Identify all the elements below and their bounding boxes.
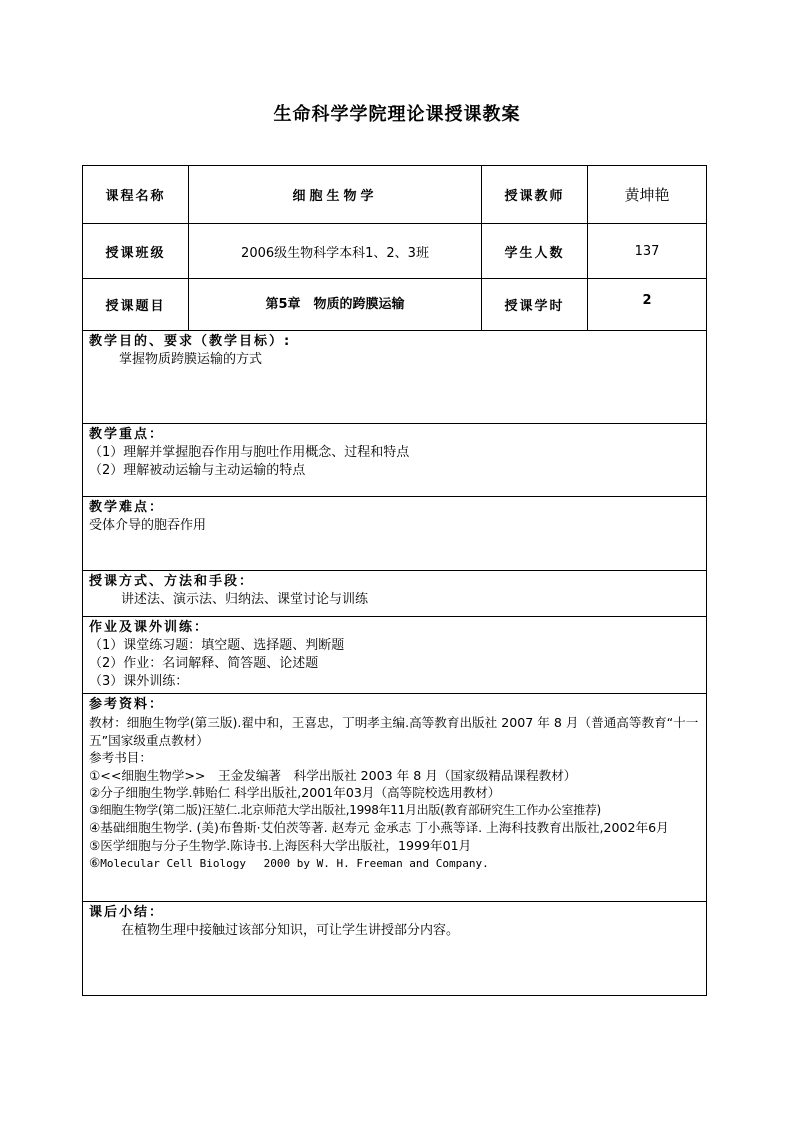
hours-value: 2 bbox=[588, 279, 707, 331]
difficulties-heading: 教学难点： bbox=[89, 500, 165, 515]
key-point-item: （2）理解被动运输与主动运输的特点 bbox=[89, 463, 306, 478]
reference-books-label: 参考书目： bbox=[89, 750, 152, 765]
methods-line: 讲述法、演示法、归纳法、课堂讨论与训练 bbox=[121, 592, 369, 607]
objectives-heading: 教学目的、要求（教学目标）: bbox=[89, 334, 292, 349]
row-methods bbox=[83, 571, 707, 617]
class-value: 2006级生物科学本科1、2、3班 bbox=[189, 224, 482, 279]
homework-heading: 作业及课外训练： bbox=[89, 620, 210, 635]
teacher-value: 黄坤艳 bbox=[588, 166, 707, 224]
objectives-line: 掌握物质跨膜运输的方式 bbox=[119, 352, 263, 367]
row-key-points bbox=[83, 424, 707, 497]
row-course-name bbox=[83, 166, 707, 224]
row-objectives bbox=[83, 331, 707, 424]
row-summary bbox=[83, 902, 707, 996]
difficulties-section bbox=[83, 497, 707, 571]
reference-item: ④基础细胞生物学. (美)布鲁斯·艾伯茨等著. 赵寿元 金承志 丁小燕等译. 上海科技教育出版社,2002年6月 bbox=[89, 820, 669, 835]
reference-textbook: 教材：细胞生物学(第三版).翟中和，王喜忠，丁明孝主编.高等教育出版社 2007 年 8 月（普通高等教育“十一五”国家级重点教材） bbox=[89, 715, 699, 748]
hours-label: 授课学时 bbox=[482, 279, 588, 331]
row-homework bbox=[83, 617, 707, 694]
course-name-value: 细胞生物学 bbox=[189, 166, 482, 224]
methods-section bbox=[83, 571, 707, 617]
reference-item: ③细胞生物学(第二版)汪堃仁.北京师范大学出版社,1998年11月出版(教育部研究生工作办公室推荐) bbox=[89, 802, 601, 817]
row-difficulties bbox=[83, 497, 707, 571]
reference-item: ①<<细胞生物学>> 王金发编著 科学出版社 2003 年 8 月（国家级精品课程教材） bbox=[89, 767, 577, 783]
objectives-section bbox=[83, 331, 707, 424]
homework-item: （2）作业：名词解释、简答题、论述题 bbox=[89, 656, 319, 671]
students-label: 学生人数 bbox=[482, 224, 588, 279]
reference-item: ②分子细胞生物学.韩贻仁 科学出版社,2001年03月（高等院校选用教材） bbox=[89, 785, 501, 800]
row-class bbox=[83, 224, 707, 279]
methods-heading: 授课方式、方法和手段： bbox=[89, 574, 255, 589]
document-title: 生命科学学院理论课授课教案 bbox=[273, 104, 521, 125]
row-topic bbox=[83, 279, 707, 331]
key-points-heading: 教学重点： bbox=[89, 427, 165, 442]
reference-item-number: ⑥ bbox=[89, 855, 101, 870]
row-references bbox=[83, 694, 707, 902]
summary-line: 在植物生理中接触过该部分知识，可让学生讲授部分内容。 bbox=[121, 923, 460, 938]
course-name-label: 课程名称 bbox=[83, 166, 189, 224]
key-points-section bbox=[83, 424, 707, 497]
topic-label: 授课题目 bbox=[83, 279, 189, 331]
key-point-item: （1）理解并掌握胞吞作用与胞吐作用概念、过程和特点 bbox=[89, 445, 410, 460]
teacher-label: 授课教师 bbox=[482, 166, 588, 224]
references-section bbox=[83, 694, 707, 902]
students-value: 137 bbox=[588, 224, 707, 279]
reference-item: ⑤医学细胞与分子生物学.陈诗书.上海医科大学出版社，1999年01月 bbox=[89, 837, 472, 853]
reference-item bbox=[89, 854, 700, 873]
reference-item-text: Molecular Cell Biology 2000 by W. H. Freeman and Company. bbox=[100, 857, 489, 870]
summary-section bbox=[83, 902, 707, 996]
summary-heading: 课后小结： bbox=[89, 905, 165, 920]
class-label: 授课班级 bbox=[83, 224, 189, 279]
homework-section bbox=[83, 617, 707, 694]
homework-item: （1）课堂练习题：填空题、选择题、判断题 bbox=[89, 638, 345, 653]
topic-value: 第5章 物质的跨膜运输 bbox=[189, 279, 482, 331]
homework-item: （3）课外训练： bbox=[89, 674, 189, 689]
difficulty-item: 受体介导的胞吞作用 bbox=[89, 518, 207, 533]
lesson-plan-table bbox=[82, 165, 707, 996]
references-heading: 参考资料： bbox=[89, 697, 165, 712]
